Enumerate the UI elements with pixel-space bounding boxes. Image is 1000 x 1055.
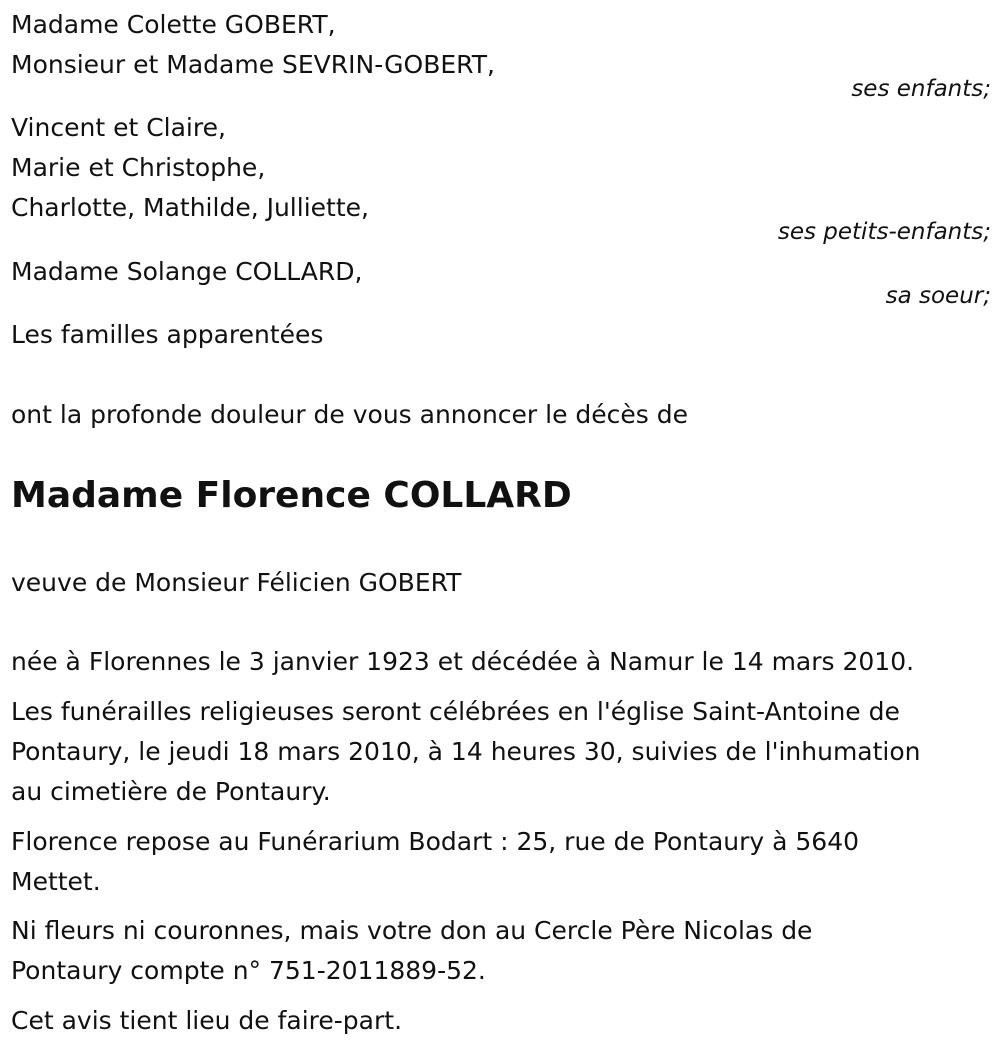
family-grandchildren-line-1: Vincent et Claire, <box>11 113 226 142</box>
children-role-label: ses enfants; <box>851 76 991 102</box>
deceased-name: Madame Florence COLLARD <box>11 475 572 516</box>
family-grandchildren-line-3: Charlotte, Mathilde, Julliette, <box>11 193 369 222</box>
donation-line-2: Pontaury compte n° 751-2011889-52. <box>11 956 486 985</box>
rest-line-1: Florence repose au Funérarium Bodart : 25, rue de Pontaury à 5640 <box>11 827 860 856</box>
family-relatives-line: Les familles apparentées <box>11 320 324 349</box>
family-children-line-1: Madame Colette GOBERT, <box>11 10 336 39</box>
family-sister-line: Madame Solange COLLARD, <box>11 257 363 286</box>
grandchildren-role-label: ses petits-enfants; <box>777 219 991 245</box>
funeral-line-1: Les funérailles religieuses seront célébrées en l'église Saint-Antoine de <box>11 697 900 726</box>
sister-role-label: sa soeur; <box>885 283 991 309</box>
obituary-notice <box>11 0 991 1055</box>
funeral-line-3: au cimetière de Pontaury. <box>11 777 331 806</box>
funeral-line-2: Pontaury, le jeudi 18 mars 2010, à 14 heures 30, suivies de l'inhumation <box>11 737 921 766</box>
family-grandchildren-line-2: Marie et Christophe, <box>11 153 266 182</box>
family-children-line-2: Monsieur et Madame SEVRIN-GOBERT, <box>11 50 495 79</box>
rest-line-2: Mettet. <box>11 867 101 896</box>
announcement-line: ont la profonde douleur de vous annoncer le décès de <box>11 400 689 429</box>
widow-of-line: veuve de Monsieur Félicien GOBERT <box>11 568 462 597</box>
donation-line-1: Ni fleurs ni couronnes, mais votre don au Cercle Père Nicolas de <box>11 916 813 945</box>
birth-death-line: née à Florennes le 3 janvier 1923 et décédée à Namur le 14 mars 2010. <box>11 647 915 676</box>
closing-line: Cet avis tient lieu de faire-part. <box>11 1006 403 1035</box>
